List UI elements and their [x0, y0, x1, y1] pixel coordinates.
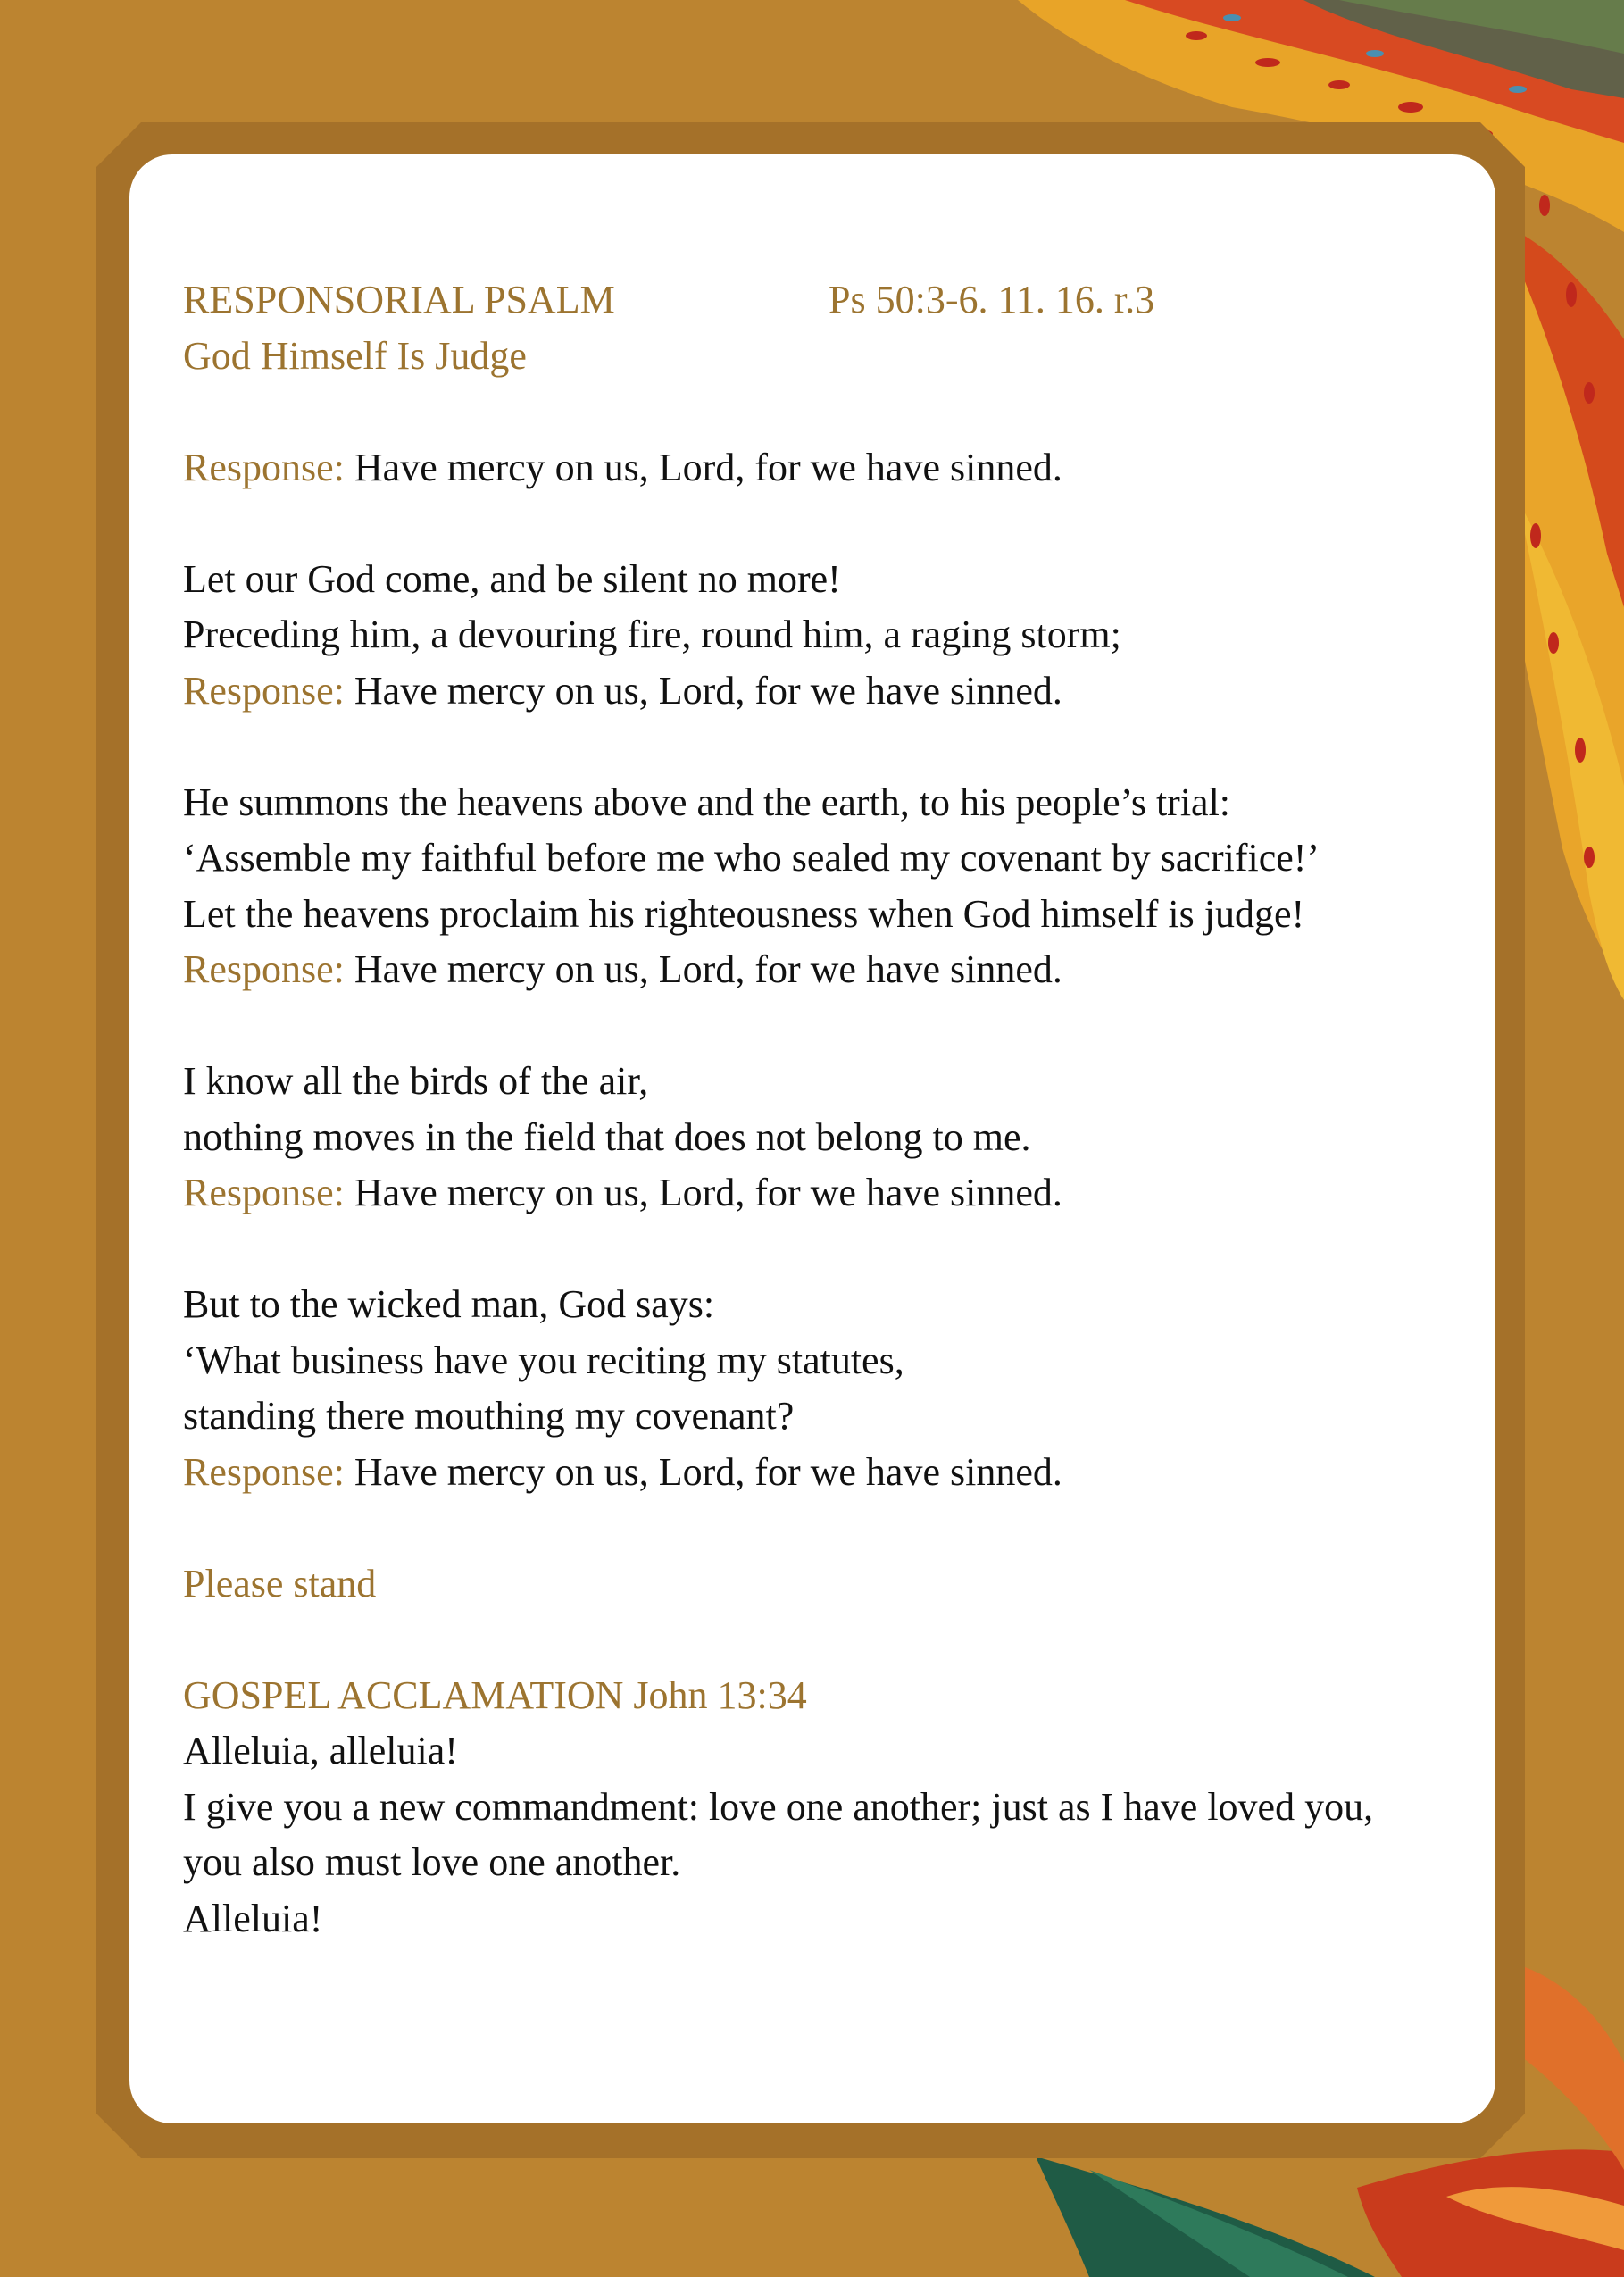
please-stand-instruction: Please stand	[183, 1561, 377, 1606]
response-line	[183, 1445, 1487, 1501]
psalm-heading: RESPONSORIAL PSALM	[183, 278, 615, 321]
gospel-line: I give you a new commandment: love one another; just as I have loved you,	[183, 1784, 1374, 1829]
response-line	[183, 663, 1487, 720]
gospel-line: Alleluia, alleluia!	[183, 1729, 458, 1772]
psalm-verse-line: standing there mouthing my covenant?	[183, 1394, 795, 1438]
gospel-acclamation-heading: GOSPEL ACCLAMATION John 13:34	[183, 1672, 807, 1717]
response-line	[183, 440, 1487, 496]
psalm-verse-line: ‘What business have you reciting my statutes,	[183, 1338, 904, 1382]
psalm-verse-line: Let the heavens proclaim his righteousness when God himself is judge!	[183, 891, 1305, 936]
gospel-line: you also must love one another.	[183, 1840, 681, 1884]
response-text: Have mercy on us, Lord, for we have sinned.	[354, 1449, 1062, 1494]
psalm-verse-line: But to the wicked man, God says:	[183, 1282, 715, 1326]
response-text: Have mercy on us, Lord, for we have sinned.	[354, 1171, 1062, 1214]
response-label: Response:	[183, 668, 345, 713]
response-label: Response:	[183, 445, 345, 489]
gospel-line: Alleluia!	[183, 1896, 323, 1940]
order-of-service-content	[183, 272, 1487, 1947]
psalm-verse-line: I know all the birds of the air,	[183, 1059, 649, 1103]
psalm-verse-line: He summons the heavens above and the earth, to his people’s trial:	[183, 780, 1231, 824]
response-label: Response:	[183, 1449, 345, 1494]
psalm-heading-row	[183, 272, 1487, 329]
response-text: Have mercy on us, Lord, for we have sinned.	[354, 668, 1062, 713]
psalm-subtitle: God Himself Is Judge	[183, 333, 527, 378]
psalm-verse-line: ‘Assemble my faithful before me who sealed my covenant by sacrifice!’	[183, 836, 1320, 880]
response-line	[183, 1165, 1487, 1222]
psalm-reference: Ps 50:3-6. 11. 16. r.3	[829, 278, 1155, 321]
response-label: Response:	[183, 947, 345, 991]
psalm-verse-line: Let our God come, and be silent no more!	[183, 556, 841, 601]
response-line	[183, 942, 1487, 998]
psalm-verse-line: Preceding him, a devouring fire, round him, a raging storm;	[183, 613, 1121, 656]
response-text: Have mercy on us, Lord, for we have sinned.	[354, 947, 1062, 991]
response-text: Have mercy on us, Lord, for we have sinned.	[354, 445, 1062, 489]
psalm-verse-line: nothing moves in the field that does not belong to me.	[183, 1114, 1031, 1159]
response-label: Response:	[183, 1171, 345, 1214]
